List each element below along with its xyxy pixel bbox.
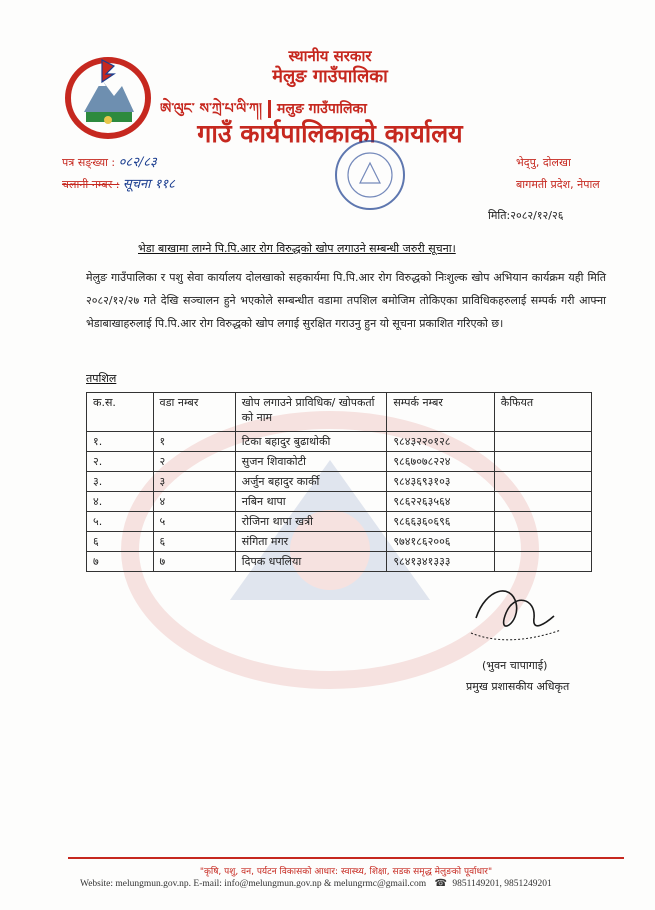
cell-ward: ५ (153, 512, 235, 532)
cell-remarks (494, 432, 591, 452)
phone-numbers: 9851149201, 9851249201 (452, 879, 552, 889)
cell-technician: टिका बहादुर बुढाथोकी (235, 432, 387, 452)
footer-divider (68, 857, 624, 859)
cell-contact: ९८६२२६३५६४ (387, 492, 494, 512)
local-government-label: स्थानीय सरकार (288, 47, 372, 65)
cell-contact: ९८४३२२०१२८ (387, 432, 494, 452)
table-row (87, 512, 592, 532)
table-row (87, 472, 592, 492)
table-row (87, 452, 592, 472)
cell-technician: नबिन थापा (235, 492, 387, 512)
cell-remarks (494, 532, 591, 552)
municipality-name-script: ཨེ་ལུང་ ས་ཀྲེ་པ་ལི་ཀ། (160, 101, 262, 117)
table-row (87, 552, 592, 572)
cell-remarks (494, 512, 591, 532)
cell-remarks (494, 552, 591, 572)
footer-slogan: "कृषि, पशु, वन, पर्यटन विकासको आधार: स्वास्थ्य, शिक्षा, सडक समृद्ध मेलुङको पूर्वाधार" (199, 867, 493, 877)
notice-body: मेलुङ गाउँपालिका र पशु सेवा कार्यालय दोलखाको सहकार्यमा पि.पि.आर रोग विरुद्धको निःशुल्क खोप अभियान कार्यक्रम यही मिति २०८२/१२/२७ गते देखि सञ्चालन हुने भएकोले सम्बन्धीत वडामा तपशिल बमोजिम तोकिएका प्राविधिकहरुलाई सम्पर्क गरी आफ्ना भेडाबाखाहरुलाई पि.पि.आर रोग विरुद्धको खोप लगाई सुरक्षित गराउनु हुन यो सूचना प्रकाशित गरिएको छ। (86, 271, 606, 330)
cell-contact: ९८६७०७८२२४ (387, 452, 494, 472)
office-address (516, 152, 600, 196)
email-label: E-mail: (193, 879, 222, 889)
letter-number-label: पत्र सङ्ख्या : (62, 156, 116, 169)
cell-serial: ४. (87, 492, 154, 512)
cell-technician: सुजन शिवाकोटी (235, 452, 387, 472)
cell-ward: ६ (153, 532, 235, 552)
technician-table (86, 392, 592, 572)
header-serial: क.स. (87, 393, 154, 432)
cell-serial: ५. (87, 512, 154, 532)
cell-contact: ९७४१८६२००६ (387, 532, 494, 552)
address-line-1: भेद्पु, दोलखा (516, 156, 571, 169)
office-stamp-icon (330, 135, 410, 215)
signatory-role: प्रमुख प्रशासकीय अधिकृत (466, 680, 570, 693)
cell-ward: ७ (153, 552, 235, 572)
cell-serial: ६ (87, 532, 154, 552)
table-header-row (87, 393, 592, 432)
header-remarks: कैफियत (494, 393, 591, 432)
cell-ward: ४ (153, 492, 235, 512)
municipality-name-local-script: मलुङ गाउँपालिका (276, 101, 367, 117)
cell-remarks (494, 492, 591, 512)
letter-date: मिति:२०८२/१२/२६ (488, 209, 564, 222)
cell-technician: रोजिना थापा खत्री (235, 512, 387, 532)
cell-contact: ९८४१३४१३३३ (387, 552, 494, 572)
cell-technician: अर्जुन बहादुर कार्की (235, 472, 387, 492)
cell-remarks (494, 452, 591, 472)
cell-ward: ३ (153, 472, 235, 492)
header-contact: सम्पर्क नम्बर (387, 393, 494, 432)
cell-serial: ३. (87, 472, 154, 492)
cell-serial: १. (87, 432, 154, 452)
signatory-name: (भुवन चापागाई) (482, 659, 548, 672)
dispatch-number-label: चलानी नम्बर : (62, 178, 120, 191)
address-line-2: बागमती प्रदेश, नेपाल (516, 178, 600, 191)
table-row (87, 492, 592, 512)
email-link[interactable]: info@melungmun.gov.np & melungrmc@gmail.com (224, 879, 427, 889)
signature-icon (466, 578, 566, 648)
phone-icon: ☎ (434, 878, 447, 889)
website-link[interactable]: melungmun.gov.np. (115, 879, 192, 889)
cell-contact: ९८६६३६०६९६ (387, 512, 494, 532)
cell-technician: संगिता मगर (235, 532, 387, 552)
notice-subject: भेडा बाखामा लाग्ने पि.पि.आर रोग विरुद्धको खोप लगाउने सम्बन्धी जरुरी सूचना। (138, 242, 456, 255)
website-label: Website: (80, 879, 114, 889)
header-ward: वडा नम्बर (153, 393, 235, 432)
municipality-name: मेलुङ गाउँपालिका (272, 66, 388, 87)
reference-block (62, 152, 175, 196)
cell-remarks (494, 472, 591, 492)
header-technician: खोप लगाउने प्राविधिक/ खोपकर्ता को नाम (235, 393, 387, 432)
cell-technician: दिपक धपलिया (235, 552, 387, 572)
table-row (87, 532, 592, 552)
dispatch-number-row (62, 174, 175, 196)
table-row (87, 432, 592, 452)
letter-number-value: ०८२/८३ (118, 155, 157, 170)
dispatch-number-value: सूचना ११८ (122, 177, 175, 192)
cell-ward: २ (153, 452, 235, 472)
cell-serial: २. (87, 452, 154, 472)
schedule-label: तपशिल (86, 372, 117, 385)
cell-contact: ९८४३६९३१०३ (387, 472, 494, 492)
cell-ward: १ (153, 432, 235, 452)
footer-contact (80, 878, 620, 889)
office-title: गाउँ कार्यपालिकाको कार्यालय (197, 119, 463, 148)
cell-serial: ७ (87, 552, 154, 572)
letter-number-row (62, 152, 175, 174)
